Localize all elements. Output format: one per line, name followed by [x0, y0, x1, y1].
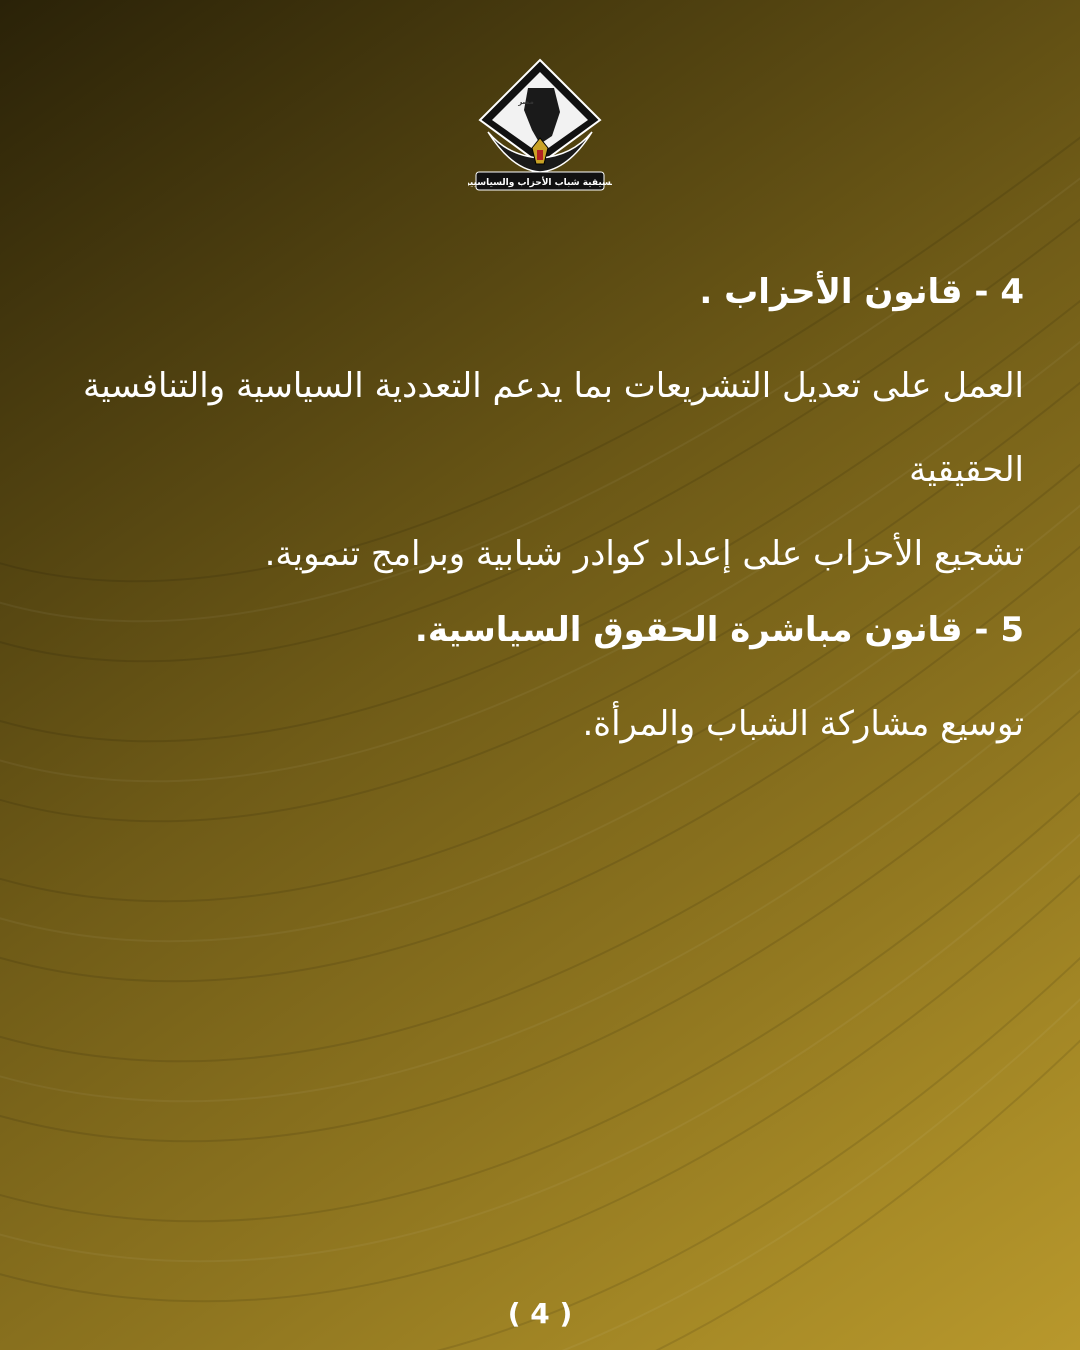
organization-logo: [468, 52, 612, 196]
section-paragraph: توسيع مشاركة الشباب والمرأة.: [582, 704, 1024, 744]
logo-caption: تنسيقية شباب الأحزاب والسياسيين: [468, 178, 612, 188]
section-paragraph: تشجيع الأحزاب على إعداد كوادر شبابية وبرامج تنموية.: [264, 534, 1024, 574]
section-heading-political-rights-law: 5 - قانون مباشرة الحقوق السياسية.: [414, 610, 1024, 650]
logo-emblem-icon: [468, 52, 612, 196]
page-number: ( 4 ): [507, 1297, 573, 1330]
section-paragraph: العمل على تعديل التشريعات بما يدعم التعددية السياسية والتنافسية الحقيقية: [82, 366, 1024, 490]
main-content: [44, 262, 1024, 766]
logo-map-label: مصر: [518, 98, 534, 106]
section-heading-party-law: 4 - قانون الأحزاب .: [699, 272, 1024, 312]
